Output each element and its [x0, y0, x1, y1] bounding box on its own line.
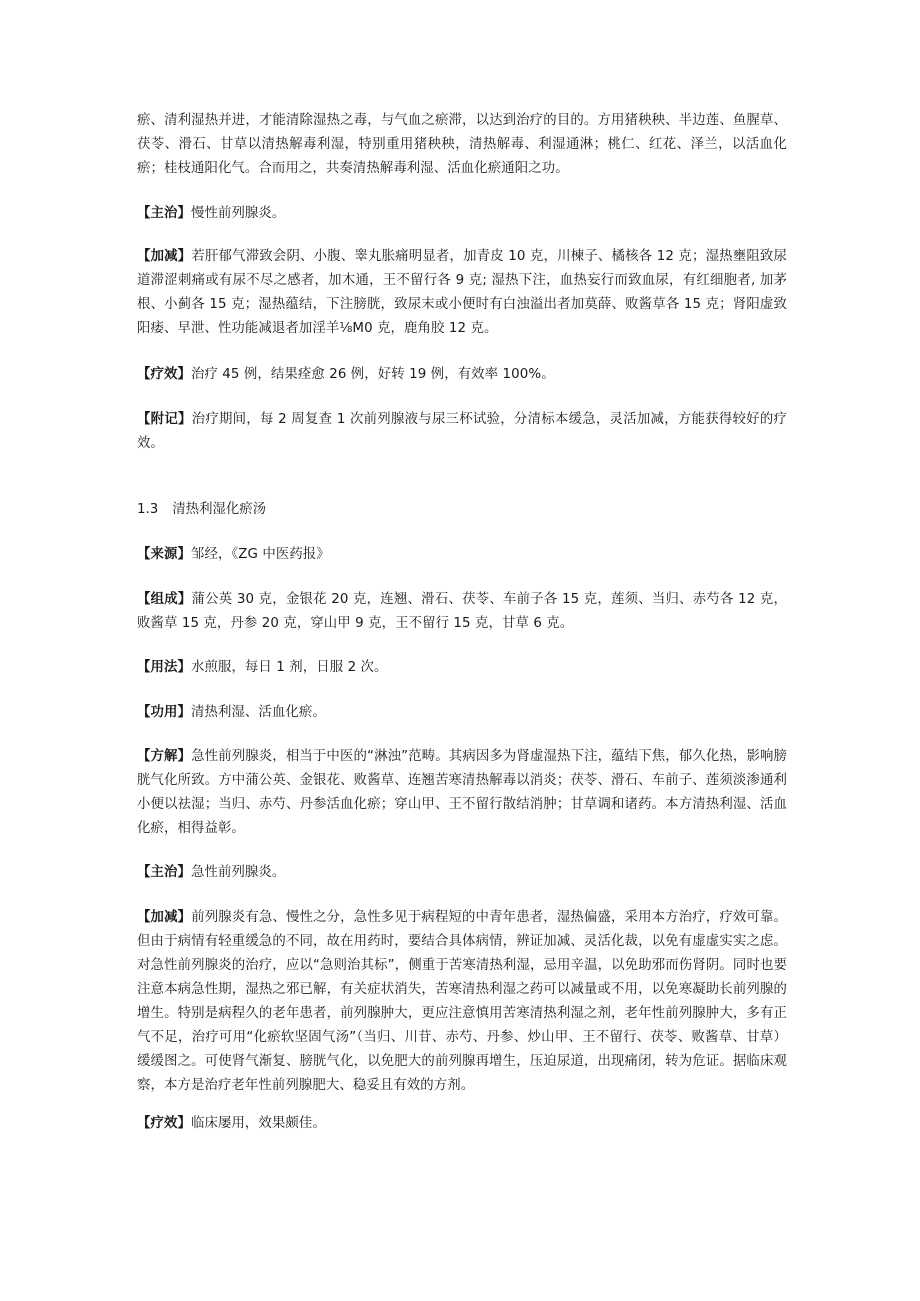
formula-analysis-label: 【方解】: [137, 749, 192, 764]
indications-text: 慢性前列腺炎。: [190, 206, 286, 221]
indications-text-2: 急性前列腺炎。: [190, 865, 286, 880]
section1-notes: [137, 408, 787, 456]
notes-text: 治疗期间，每 2 周复查 1 次前列腺液与尿三杯试验，分清标本缓急，灵活加减，方能获得较好的疗效。: [137, 412, 787, 451]
section-heading: [137, 498, 266, 522]
modifications-label-2: 【加减】: [137, 910, 192, 925]
section2-usage: [137, 656, 787, 680]
section-title: 清热利湿化瘀汤: [172, 502, 267, 517]
section2-indications: [137, 861, 787, 885]
section1-modifications: [137, 245, 787, 341]
section2-function: [137, 701, 787, 725]
section1-indications: [137, 202, 787, 226]
efficacy-text: 治疗 45 例，结果痊愈 26 例，好转 19 例，有效率 100%。: [190, 367, 555, 382]
modifications-text: 若肝郁气滞致会阴、小腹、睾丸胀痛明显者，加青皮 10 克，川楝子、橘核各 12 克；湿热壅阻致尿道滞涩刺痛或有尿不尽之感者，加木通，王不留行各 9 克; 湿热下注，血热妄行而致血尿，有红细胞者, 加茅根、小蓟各 15 克；湿热蕴结，下注膀胱，致尿末或小便时有白浊溢出者加莫薛、败酱草各 15 克；肾阳虚致阳痿、早泄、性功能减退者加淫羊⅛M0 克，鹿角胶 12 克。: [137, 249, 788, 336]
usage-label: 【用法】: [137, 660, 191, 675]
indications-label-2: 【主治】: [137, 865, 191, 880]
composition-text: 蒲公英 30 克，金银花 20 克，连翘、滑石、茯苓、车前子各 15 克，莲须、当归、赤芍各 12 克，败酱草 15 克，丹参 20 克，穿山甲 9 克，王不留行 15 克，甘草 6 克。: [137, 592, 788, 631]
section2-composition: [137, 588, 787, 636]
source-text: 邹经，《ZG 中医药报》: [190, 547, 330, 562]
intro-text: 瘀、清利湿热并进，才能清除湿热之毒，与气血之瘀滞，以达到治疗的目的。方用猪秧秧、半边莲、鱼腥草、茯苓、滑石、甘草以清热解毒利湿，特别重用猪秧秧，清热解毒、利湿通淋；桃仁、红花、泽兰，以活血化瘀；桂枝通阳化气。合而用之，共奏清热解毒利湿、活血化瘀通阳之功。: [137, 113, 787, 176]
section2-efficacy: [137, 1112, 787, 1136]
modifications-text-2: 前列腺炎有急、慢性之分，急性多见于病程短的中青年患者，湿热偏盛，采用本方治疗，疗效可靠。但由于病情有轻重缓急的不同，故在用药时，要结合具体病情，辨证加减、灵活化裁，以免有虚虚实实之虑。对急性前列腺炎的治疗，应以“急则治其标”，侧重于苦寒清热利湿，忌用辛温，以免助邪而伤肾阴。同时也要注意本病急性期，湿热之邪已解，有关症状消失，苦寒清热利湿之药可以减量或不用，以免寒凝助长前列腺的增生。特别是病程久的老年患者，前列腺肿大，更应注意慎用苦寒清热利湿之剂，老年性前列腺肿大，多有正气不足，治疗可用“化瘀软坚固气汤”（当归、川苷、赤芍、丹参、炒山甲、王不留行、茯苓、败酱草、甘草）缓缓图之。可使肾气渐复、膀胱气化，以免肥大的前列腺再增生，压迫尿道，出现痛闭，转为危证。据临床观察，本方是治疗老年性前列腺肥大、稳妥且有效的方剂。: [137, 910, 787, 1093]
composition-label: 【组成】: [137, 592, 192, 607]
function-text: 清热利湿、活血化瘀。: [190, 705, 326, 720]
section-number: 1.3: [137, 502, 159, 517]
efficacy-label-2: 【疗效】: [137, 1116, 191, 1131]
intro-paragraph: [137, 109, 787, 181]
section2-modifications: [137, 906, 787, 1098]
section1-efficacy: [137, 363, 787, 387]
section2-source: [137, 543, 787, 567]
efficacy-text-2: 临床屡用，效果颇佳。: [190, 1116, 326, 1131]
notes-label: 【附记】: [137, 412, 192, 427]
indications-label: 【主治】: [137, 206, 191, 221]
formula-analysis-text: 急性前列腺炎，相当于中医的“淋浊”范畴。其病因多为肾虚湿热下注，蕴结下焦，郁久化热，影响膀胱气化所致。方中蒲公英、金银花、败酱草、连翘苦寒清热解毒以消炎；茯苓、滑石、车前子、莲须淡渗通利小便以祛湿；当归、赤芍、丹参活血化瘀；穿山甲、王不留行散结消肿；甘草调和诸药。本方清热利湿、活血化瘀，相得益彰。: [137, 749, 787, 836]
function-label: 【功用】: [137, 705, 191, 720]
modifications-label: 【加减】: [137, 249, 192, 264]
efficacy-label: 【疗效】: [137, 367, 191, 382]
source-label: 【来源】: [137, 547, 191, 562]
section2-formula-analysis: [137, 745, 787, 841]
usage-text: 水煎服，每日 1 剂，日服 2 次。: [190, 660, 388, 675]
